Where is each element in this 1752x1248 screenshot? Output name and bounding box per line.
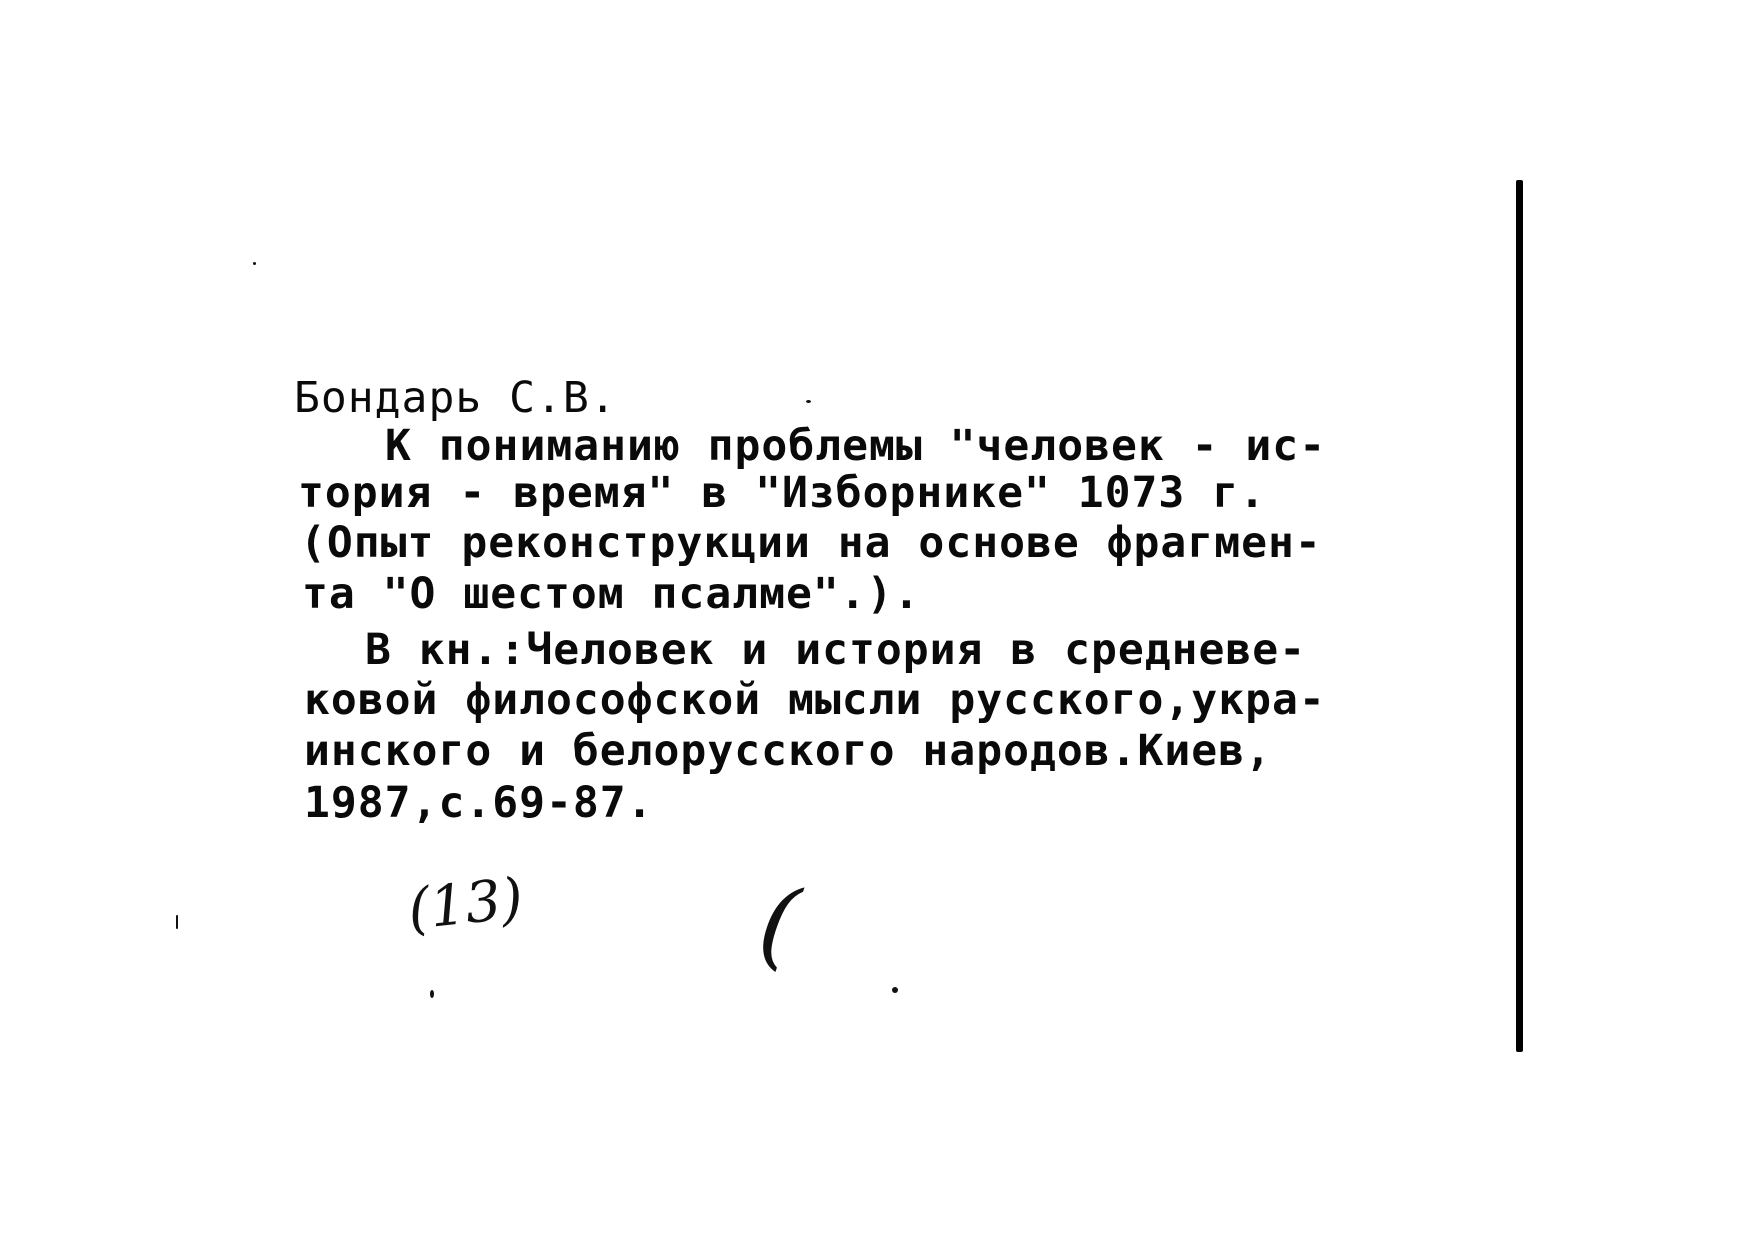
source-line-1: В кн.:Человек и история в средневе- [365,625,1307,675]
source-line-4: 1987,с.69-87. [304,778,654,828]
handwritten-number: (13) [404,866,527,943]
ink-speck [430,990,434,998]
author-line: Бондарь С.В. [294,373,617,423]
title-line-2: тория - время" в "Изборнике" 1073 г. [298,468,1266,518]
ink-speck [253,262,256,265]
card-right-edge [1516,180,1523,1052]
title-line-3: (Опыт реконструкции на основе фрагмен- [300,518,1322,568]
title-line-1: К пониманию проблемы "человек - ис- [385,421,1327,471]
ink-speck [892,987,898,993]
source-line-2: ковой философской мысли русского,укра- [304,675,1326,725]
title-line-4: та "О шестом псалме".). [302,569,921,619]
ink-speck [176,915,178,929]
ink-speck [806,400,811,403]
handwritten-mark: ( [752,865,806,983]
source-line-3: инского и белорусского народов.Киев, [304,726,1272,776]
